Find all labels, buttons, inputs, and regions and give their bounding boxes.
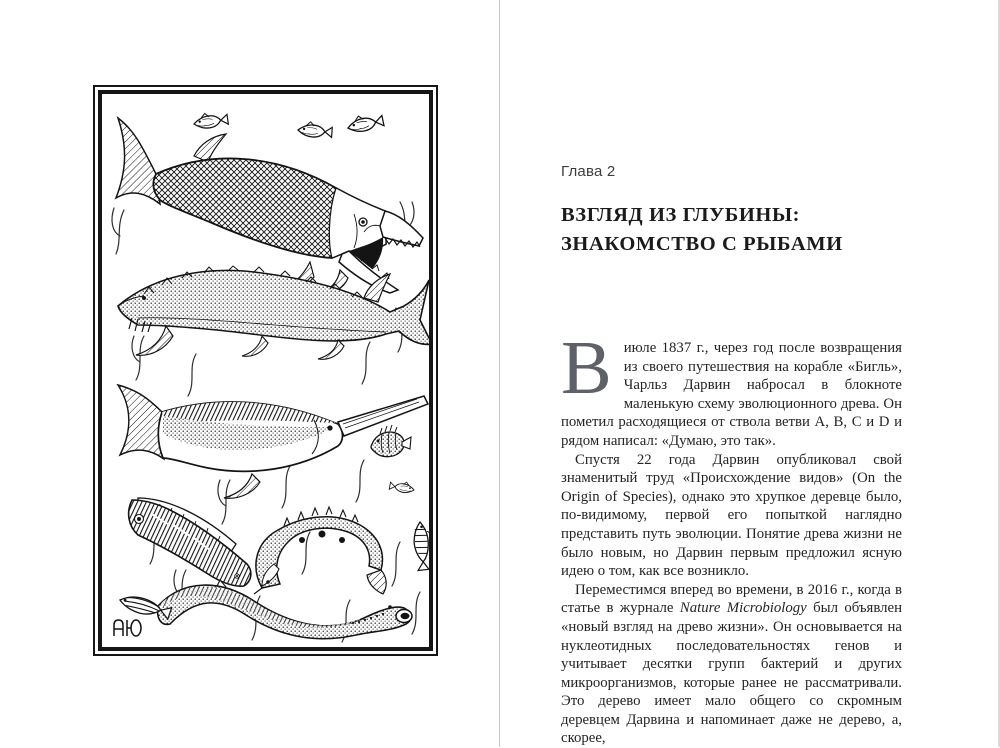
small-fish-icon: [346, 111, 384, 134]
right-page: [500, 0, 1000, 747]
paragraph-3: [561, 581, 902, 748]
fish-plate-frame: [93, 85, 438, 656]
paragraph-2: [561, 451, 902, 581]
small-fish-icon: [193, 110, 229, 130]
paragraph-2-text: Спустя 22 года Дарвин опубликовал свой знаменитый труд «Происхождение видов» (On the Origin of Species), однако это хрупкое деревце было, по-видимому, первой его попыткой наглядно представить путь эволюции. Понятие древа жизни не было новым, но Дарвин первым предложил ясную идею о том, как все возникло.: [561, 451, 902, 580]
sturgeon: [118, 266, 429, 359]
chapter-title-line-1: ВЗГЛЯД ИЗ ГЛУБИНЫ:: [561, 204, 801, 226]
body-text: [561, 326, 903, 748]
chapter-title: [561, 201, 902, 259]
darter-fish: [412, 521, 429, 571]
small-fish-icon: [389, 479, 415, 494]
fish-plate-illustration: [102, 94, 429, 647]
left-page: [0, 0, 499, 747]
journal-name: Nature Microbiology: [679, 600, 807, 617]
paragraph-1-text: июле 1837 г., через год после возвращения из своего путешествия на корабле «Бигль», Чарльз Дарвин набросал в блокноте маленькую схему эволюционного древа. Он пометил расходящиеся от ствола ветви A, B, C и D и рядом написал: «Думаю, это так».: [561, 340, 902, 449]
chapter-label: Глава 2: [561, 163, 616, 180]
fish-plate-inner-frame: [98, 90, 433, 651]
small-fish-school: [193, 110, 384, 138]
paragraph-1: [561, 326, 902, 451]
lamprey: [158, 585, 412, 639]
spiny-eel: [254, 507, 386, 594]
paragraph-3-text-before: Переместимся вперед во времени, в 2016 г., когда в статье в журнале: [561, 581, 902, 617]
small-fish-icon: [298, 121, 333, 138]
chapter-title-line-2: ЗНАКОМСТВО С РЫБАМИ: [561, 233, 843, 255]
drop-cap: В: [561, 326, 612, 410]
bowfin: [129, 498, 251, 599]
artist-monogram: [114, 620, 141, 636]
alligator-gar: [116, 118, 423, 294]
sunfish: [371, 425, 411, 457]
paragraph-3-text-after: был объявлен «новый взгляд на древо жизни». Он основывается на нуклеотидных последовательностях генов и учитывает десятки групп бактерий и других микроорганизмов, которые ранее не рассматривали. Это дерево имеет мало общего со скромным деревцем Дарвина и напоминает даже не дерево, а, скорее,: [561, 600, 903, 747]
text-column: [561, 163, 902, 748]
